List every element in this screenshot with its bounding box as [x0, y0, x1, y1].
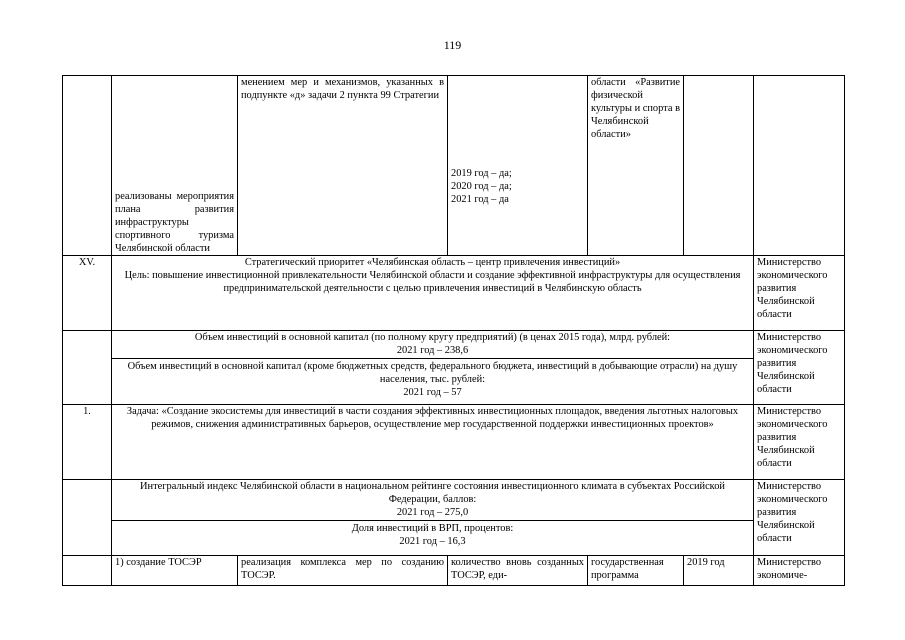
- indicator-investment-climate: [112, 480, 753, 520]
- activity-cell: реализация комплекса мер по созданию ТОСЭР.: [238, 556, 448, 586]
- section-heading-cell: [112, 256, 754, 331]
- action-cell: 1) создание ТОСЭР: [112, 556, 238, 586]
- row-number-cell: [63, 331, 112, 405]
- result-cell: реализованы мероприятия плана развития инфраструктуры спортивного туризма Челябинской области: [112, 76, 238, 256]
- responsible-cell: [754, 76, 845, 256]
- indicator-text: Интегральный индекс Челябинской области в национальном рейтинге состояния инвестиционного климата в субъектах Российской Федерации, баллов:: [140, 481, 725, 505]
- deadline-cell: 2019 год: [684, 556, 754, 586]
- program-cell: государственная программа: [588, 556, 684, 586]
- responsible-cell: Министерство экономиче-: [754, 556, 845, 586]
- indicator-text: Объем инвестиций в основной капитал (по полному кругу предприятий) (в ценах 2015 года), млрд. рублей:: [194, 332, 671, 343]
- table-row: [63, 256, 845, 331]
- responsible-cell: Министерство экономического развития Челябинской области: [754, 405, 845, 480]
- row-number-cell: [63, 480, 112, 556]
- indicator-cell: количество вновь созданных ТОСЭР, еди-: [448, 556, 588, 586]
- indicators-cell: [112, 480, 754, 556]
- indicator-investment-share: [112, 520, 753, 548]
- activity-cell: менением мер и механизмов, указанных в подпункте «д» задачи 2 пункта 99 Стратегии: [238, 76, 448, 256]
- section-number: XV.: [63, 256, 112, 331]
- table-row: [63, 76, 845, 256]
- program-cell: области «Развитие физической культуры и спорта в Челябинской области»: [588, 76, 684, 256]
- responsible-cell: Министерство экономического развития Челябинской области: [754, 331, 845, 405]
- row-number-cell: [63, 76, 112, 256]
- section-goal: Цель: повышение инвестиционной привлекательности Челябинской области и создание эффективной инфраструктуры для осуществления предпринимательской деятельности с целью привлечения инвестиций в Челябинскую область: [124, 270, 741, 294]
- indicator-cell: 2019 год – да; 2020 год – да; 2021 год – да: [448, 76, 588, 256]
- task-number: 1.: [63, 405, 112, 480]
- indicators-cell: [112, 331, 754, 405]
- task-text: Задача: «Создание экосистемы для инвестиций в части создания эффективных инвестиционных площадок, введения льготных налоговых режимов, снижения административных барьеров, осуществление мер государственной поддержки инвестиционных проектов»: [112, 405, 754, 480]
- strategy-table: [62, 75, 845, 586]
- indicator-value: 2021 год – 275,0: [396, 507, 469, 518]
- indicator-investment-volume: [112, 331, 753, 358]
- strategic-priority: Стратегический приоритет «Челябинская область – центр привлечения инвестиций»: [244, 257, 621, 268]
- indicator-investment-per-capita: [112, 358, 753, 399]
- page-number: 119: [443, 38, 462, 52]
- table-row: [63, 556, 845, 586]
- table-row: [63, 480, 845, 556]
- responsible-cell: Министерство экономического развития Челябинской области: [754, 256, 845, 331]
- indicator-value: 2021 год – 57: [403, 387, 462, 398]
- indicator-value: 2021 год – 238,6: [396, 345, 469, 356]
- indicator-text: Объем инвестиций в основной капитал (кроме бюджетных средств, федерального бюджета, инвестиций в добывающие отрасли) на душу населения, тыс. рублей:: [127, 361, 738, 385]
- table-row: [63, 331, 845, 405]
- row-number-cell: [63, 556, 112, 586]
- responsible-cell: Министерство экономического развития Челябинской области: [754, 480, 845, 556]
- deadline-cell: [684, 76, 754, 256]
- indicator-text: Доля инвестиций в ВРП, процентов:: [351, 523, 514, 534]
- indicator-value: 2021 год – 16,3: [399, 536, 466, 547]
- table-row: [63, 405, 845, 480]
